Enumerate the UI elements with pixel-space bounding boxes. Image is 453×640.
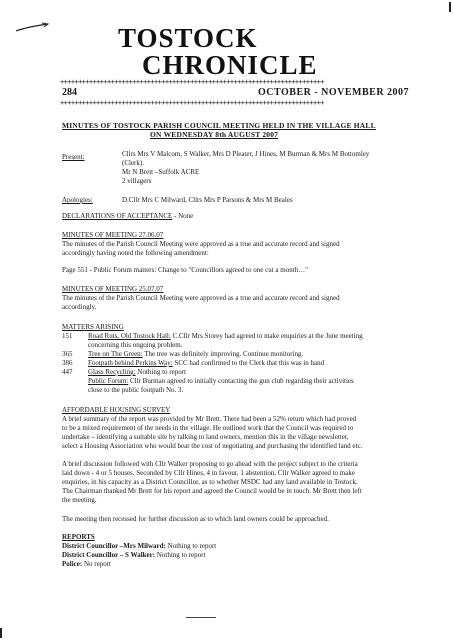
present-line: Mr N Brett –Suffolk ACRE [122, 168, 200, 176]
public-forum-text: Cllr Burman agreed to initially contacting the gun club regarding their activities [130, 377, 354, 385]
report-text: Nothing to report [167, 542, 217, 550]
housing-para1-line: A brief summary of the report was provided by Mr Brett. There had been a 52% return which had proved [62, 415, 357, 423]
report-row [62, 542, 216, 551]
housing-para2-line: A brief discussion followed with Cllr Walker proposing to go ahead with the project subject to the criteria [62, 460, 358, 468]
item-title: Footpath behind Perkins Way: [88, 359, 173, 367]
minutes-27-line: accordingly having noted the following amendment: [62, 249, 209, 257]
item-continuation: concerning this ongoing problem. [88, 341, 183, 349]
scan-edge-mark-bottom [0, 628, 2, 638]
minutes-25-line: The minutes of the Parish Council Meeting were approved as a true and accurate record and signed [62, 294, 340, 302]
minutes-heading-line1: MINUTES OF TOSTOCK PARISH COUNCIL MEETING HELD IN THE VILLAGE HALL [62, 121, 376, 130]
declarations-row [62, 212, 193, 221]
masthead-border-bottom: +++++++++++++++++++++++++++++++++++++++++++++++++++++++++++++++++++++++++ [60, 100, 324, 106]
declarations-text: - None [174, 212, 194, 220]
report-title: Police: [62, 560, 83, 568]
present-line: Cllrs Mrs V Malcom, S Walker, Mrs D Pleater, J Hines, M Burman & Mrs M Bottomley [122, 150, 370, 158]
public-forum-item [88, 377, 354, 386]
issue-number: 284 [62, 87, 77, 98]
item-text: SCC had confirmed to the Clerk that this was in hand [174, 359, 325, 367]
item-title: Glass Recycling: [88, 368, 136, 376]
declarations-label: DECLARATIONS OF ACCEPTANCE [62, 212, 173, 220]
pen-mark-graphic [14, 22, 50, 34]
housing-para1-line: select a Housing Association who would bear the cost of negotiating and purchasing the identified land etc. [62, 442, 363, 450]
apologies-label: Apologies: [62, 196, 93, 204]
item-text: Nothing to report [137, 368, 186, 376]
public-forum-title: Public Forum: [88, 377, 129, 385]
matters-arising-label: MATTERS ARISING [62, 323, 124, 331]
item-number: 365 [62, 350, 73, 358]
housing-para2-line: laid down - 4 or 5 houses. Seconded by Cllr Hines, 4 in favour, 1 abstention. Cllr Walker agreed to make [62, 469, 355, 477]
present-line: (Clerk). [122, 159, 144, 167]
public-forum-continuation: close to the public footpath No. 3. [88, 386, 184, 394]
minutes-25-label: MINUTES OF MEETING 25.07.07 [62, 285, 164, 293]
matters-item-365 [88, 350, 303, 359]
present-line: 2 villagers [122, 177, 152, 185]
housing-para3: The meeting then recessed for further discussion as to which land owners could be approached. [62, 515, 329, 523]
item-number: 151 [62, 332, 73, 340]
housing-para2-line: the meeting. [62, 496, 97, 504]
item-title: Road Ruts, Old Tostock Hall: [88, 332, 171, 340]
reports-label: REPORTS [62, 533, 95, 541]
minutes-27-line: The minutes of the Parish Council Meeting were approved as a true and accurate record and signed [62, 240, 340, 248]
issue-date: OCTOBER - NOVEMBER 2007 [258, 87, 410, 98]
report-text: Nothing to report [156, 551, 206, 559]
masthead-title-line2: CHRONICLE [142, 50, 318, 80]
masthead-border-top: +++++++++++++++++++++++++++++++++++++++++++++++++++++++++++++++++++++++++ [60, 79, 324, 85]
present-label: Present: [62, 153, 85, 161]
item-number: 386 [62, 359, 73, 367]
item-title: Tree on The Green: [88, 350, 143, 358]
masthead-title-line1: TOSTOCK [118, 23, 258, 53]
minutes-27-amendment: Page 551 - Public Forum matters: Change to "Councillors agreed to one cut a month…" [62, 266, 309, 274]
footer-divider [186, 617, 216, 618]
report-text: No report [83, 560, 111, 568]
item-text: The tree was definitely improving. Continue monitoring. [144, 350, 304, 358]
minutes-27-label: MINUTES OF MEETING 27.06.07 [62, 231, 164, 239]
housing-para1-line: to be a mixed requirement of the needs in the village. He outlined work that the Council was required to [62, 424, 354, 432]
minutes-25-line: accordingly. [62, 303, 97, 311]
housing-para2-line: The Chairman thanked Mr Brett for his report and agreed the Council would be in touch. Mr Brett then left [62, 487, 362, 495]
matters-item-386 [88, 359, 324, 368]
housing-para1-line: undertake – identifying a suitable site by talking to land owners, mention this in the village newsletter, [62, 433, 349, 441]
report-row [62, 560, 111, 569]
apologies-text: D.Cllr Mrs C Milward, Cllrs Mrs P Parsons & Mrs M Beales [122, 196, 293, 204]
item-text: C.Cllr Mrs Storey had agreed to make enquiries at the June meeting [172, 332, 363, 340]
matters-item-447 [88, 368, 186, 377]
report-title: District Councillor – S Walker: [62, 551, 156, 559]
matters-item-151 [88, 332, 363, 341]
report-row [62, 551, 205, 560]
minutes-heading-line2: ON WEDNESDAY 8th AUGUST 2007 [150, 130, 279, 139]
scan-edge-mark-top [449, 2, 451, 12]
report-title: District Councillor –Mrs Milward: [62, 542, 166, 550]
item-number: 447 [62, 368, 73, 376]
housing-para2-line: enquiries, in his capacity as a District Councillor, as to whether MSDC had any land available in Tostock. [62, 478, 358, 486]
housing-survey-label: AFFORDABLE HOUSING SURVEY [62, 406, 171, 414]
